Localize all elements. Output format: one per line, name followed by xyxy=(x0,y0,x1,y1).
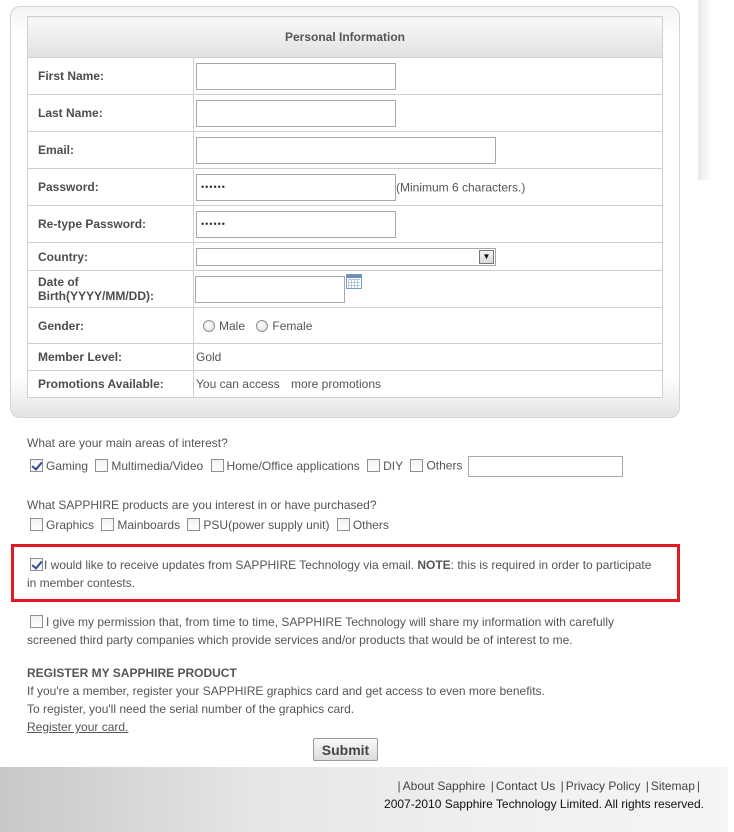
personal-info-title: Personal Information xyxy=(28,17,663,58)
interest-others-checkbox[interactable] xyxy=(410,459,423,472)
interests-section xyxy=(27,434,623,477)
graphics-label: Graphics xyxy=(46,518,95,532)
country-select[interactable] xyxy=(196,248,496,266)
note-text: : this is required in order to participate xyxy=(450,558,652,572)
diy-checkbox[interactable] xyxy=(367,459,380,472)
footer-link-sitemap[interactable]: Sitemap xyxy=(650,779,695,793)
interests-question: What are your main areas of interest? xyxy=(27,436,228,450)
gender-male-label: Male xyxy=(219,318,246,333)
home-office-label: Home/Office applications xyxy=(226,458,360,473)
third-party-section xyxy=(27,613,677,649)
products-question: What SAPPHIRE products are you interest in or have purchased? xyxy=(27,498,377,512)
graphics-checkbox[interactable] xyxy=(30,518,43,531)
third-party-checkbox[interactable] xyxy=(30,615,43,628)
register-title: REGISTER MY SAPPHIRE PRODUCT xyxy=(27,666,237,680)
footer-links: | About Sapphire | Contact Us | Privacy Policy | Sitemap | xyxy=(397,779,700,793)
dob-input[interactable] xyxy=(195,276,345,303)
gender-label: Gender: xyxy=(28,308,194,344)
mainboards-label: Mainboards xyxy=(117,518,181,532)
email-label: Email: xyxy=(28,132,194,169)
retype-password-label: Re-type Password: xyxy=(28,206,194,243)
note-label: NOTE xyxy=(417,558,451,572)
home-office-checkbox[interactable] xyxy=(211,459,224,472)
gender-male-radio[interactable] xyxy=(203,320,215,332)
diy-label: DIY xyxy=(383,458,404,473)
last-name-label: Last Name: xyxy=(28,95,194,132)
third-party-line1: I give my permission that, from time to time, SAPPHIRE Technology will share my information with carefully xyxy=(46,615,614,629)
products-section xyxy=(27,496,389,534)
calendar-icon[interactable] xyxy=(346,274,362,289)
register-section xyxy=(27,664,677,736)
footer xyxy=(0,767,728,832)
footer-link-contact[interactable]: Contact Us xyxy=(495,779,556,793)
promotions-label: Promotions Available: xyxy=(28,371,194,398)
interest-others-label: Others xyxy=(426,458,463,473)
password-label: Password: xyxy=(28,169,194,206)
footer-copyright: 2007-2010 Sapphire Technology Limited. All rights reserved. xyxy=(384,797,704,811)
email-updates-checkbox[interactable] xyxy=(30,558,43,571)
product-others-label: Others xyxy=(352,518,389,532)
mainboards-checkbox[interactable] xyxy=(101,518,114,531)
multimedia-checkbox[interactable] xyxy=(95,459,108,472)
personal-info-table xyxy=(27,16,663,398)
email-updates-line2: in member contests. xyxy=(27,576,136,590)
retype-password-input[interactable]: •••••• xyxy=(196,211,396,238)
email-input[interactable] xyxy=(196,137,496,164)
member-level-value: Gold xyxy=(194,344,663,371)
footer-link-privacy[interactable]: Privacy Policy xyxy=(565,779,641,793)
dob-label: Date of Birth(YYYY/MM/DD): xyxy=(28,271,194,308)
email-updates-text: I would like to receive updates from SAPPHIRE Technology via email. xyxy=(44,558,414,572)
gender-female-radio[interactable] xyxy=(256,320,268,332)
register-line1: If you're a member, register your SAPPHIRE graphics card and get access to even more benefits. xyxy=(27,684,545,698)
first-name-input[interactable] xyxy=(196,63,396,90)
country-label: Country: xyxy=(28,243,194,271)
multimedia-label: Multimedia/Video xyxy=(111,458,204,473)
psu-checkbox[interactable] xyxy=(187,518,200,531)
register-card-link[interactable]: Register your card. xyxy=(27,720,129,734)
page-edge-shadow xyxy=(698,0,712,180)
footer-link-about[interactable]: About Sapphire xyxy=(402,779,486,793)
gaming-checkbox[interactable] xyxy=(30,459,43,472)
gaming-label: Gaming xyxy=(46,458,89,473)
member-level-label: Member Level: xyxy=(28,344,194,371)
register-line2: To register, you'll need the serial number of the graphics card. xyxy=(27,702,355,716)
chevron-down-icon[interactable]: ▼ xyxy=(479,250,494,264)
third-party-line2: screened third party companies which provide services and/or products that would be of interest to me. xyxy=(27,633,573,647)
password-input[interactable]: •••••• xyxy=(196,174,396,201)
gender-female-label: Female xyxy=(272,318,313,333)
psu-label: PSU(power supply unit) xyxy=(203,518,330,532)
first-name-label: First Name: xyxy=(28,58,194,95)
submit-button[interactable]: Submit xyxy=(313,738,378,761)
email-updates-section xyxy=(27,556,677,592)
promotions-text: You can access xyxy=(196,377,280,391)
more-promotions-link[interactable]: more promotions xyxy=(290,377,382,391)
product-others-checkbox[interactable] xyxy=(337,518,350,531)
password-hint: (Minimum 6 characters.) xyxy=(396,180,526,194)
interest-others-input[interactable] xyxy=(468,456,623,477)
last-name-input[interactable] xyxy=(196,100,396,127)
